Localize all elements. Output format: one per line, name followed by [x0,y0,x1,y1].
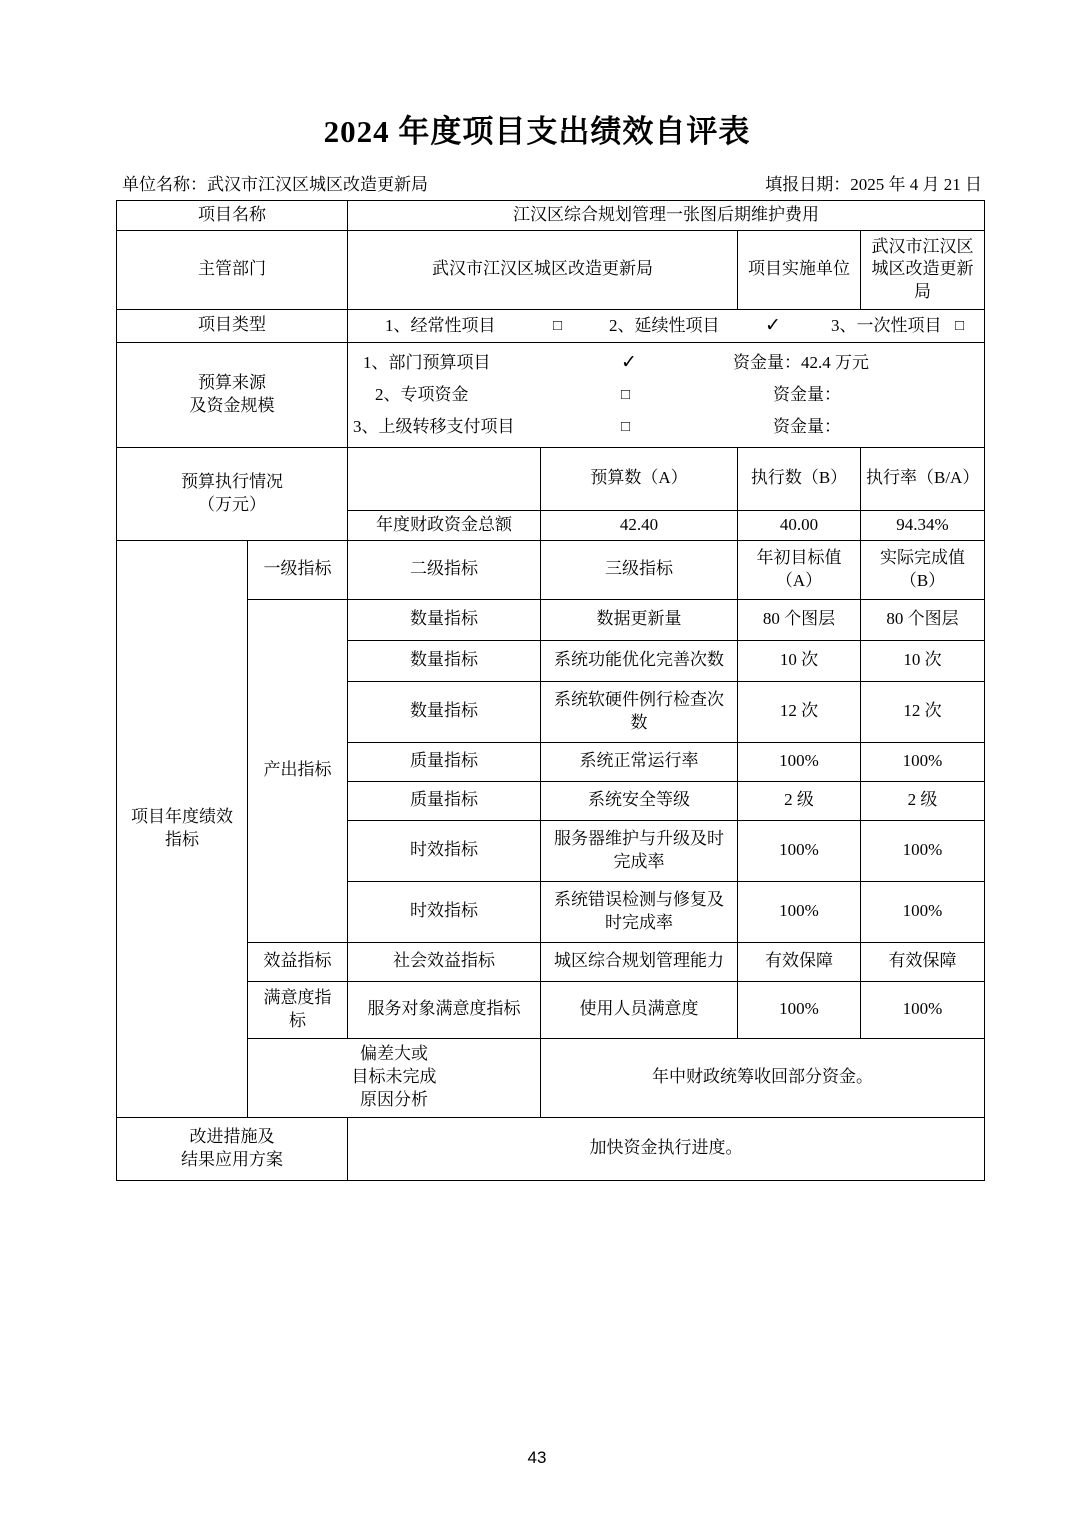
budget-execution-header-rate: 执行率（B/A） [861,447,985,510]
indicator-header-actual-line2: （B） [899,570,946,590]
indicator-target-value: 100% [738,742,861,781]
table-row-budget-source [117,342,985,447]
budget-source-row-3-checkbox[interactable]: □ [621,418,631,435]
department-value: 武汉市江汉区城区改造更新局 [348,230,738,309]
budget-execution-row-executed: 40.00 [738,510,861,540]
indicator-actual-value: 100% [861,981,985,1038]
project-type-option-2-checkbox[interactable]: ✓ [765,314,781,336]
deviation-label-line1: 偏差大或 [360,1044,428,1064]
indicator-level3: 数据更新量 [541,599,738,640]
budget-source-row-3-amount: 资金量： [773,416,841,436]
indicator-level2: 社会效益指标 [348,942,541,981]
indicator-actual-value: 有效保障 [861,942,985,981]
indicator-level1-satisfaction-line1: 满意度指 [263,987,332,1007]
table-row-project-name [117,201,985,231]
indicator-level1-output: 产出指标 [248,599,348,942]
budget-source-row-2-label: 2、专项资金 [375,384,469,404]
project-type-option-3-label: 3、一次性项目 [831,315,942,335]
improvement-value: 加快资金执行进度。 [348,1117,985,1180]
implementation-unit-label: 项目实施单位 [738,230,861,309]
department-label: 主管部门 [117,230,348,309]
budget-source-row-1 [353,347,979,379]
table-row-improvement [117,1117,985,1180]
unit-name-label: 单位名称： [122,175,207,194]
page-number: 43 [527,1448,547,1467]
table-row-benefit [117,942,985,981]
page-title: 2024 年度项目支出绩效自评表 [323,114,751,149]
project-type-option-1-label: 1、经常性项目 [385,315,496,335]
budget-execution-header-budget: 预算数（A） [541,447,738,510]
performance-section-label [117,540,248,1117]
budget-execution-label [117,447,348,540]
indicator-level3: 系统软硬件例行检查次数 [541,681,738,742]
indicator-level3: 系统功能优化完善次数 [541,640,738,681]
indicator-target-value: 12 次 [738,681,861,742]
indicator-level2: 时效指标 [348,820,541,881]
indicator-level3: 系统错误检测与修复及时完成率 [541,881,738,942]
indicator-target-value: 100% [738,820,861,881]
indicator-level3: 城区综合规划管理能力 [541,942,738,981]
project-type-option-1-checkbox[interactable]: □ [553,317,563,334]
indicator-header-target-line2: （A） [775,570,823,590]
budget-execution-header-executed: 执行数（B） [738,447,861,510]
indicator-target-value: 100% [738,881,861,942]
indicator-target-value: 2 级 [738,781,861,820]
indicator-header-target-line1: 年初目标值 [756,547,842,567]
indicator-level1-satisfaction [248,981,348,1038]
indicator-target-value: 10 次 [738,640,861,681]
table-row-satisfaction [117,981,985,1038]
budget-execution-row-name: 年度财政资金总额 [348,510,541,540]
indicator-actual-value: 100% [861,820,985,881]
indicator-actual-value: 100% [861,881,985,942]
performance-evaluation-table [116,200,985,1181]
indicator-actual-value: 10 次 [861,640,985,681]
indicator-header-actual [861,540,985,599]
deviation-label [248,1038,541,1117]
indicator-header-actual-line1: 实际完成值 [880,547,965,567]
deviation-label-line2: 目标未完成 [351,1067,437,1087]
budget-source-row-2 [353,379,979,411]
report-date-value: 2025 年 4 月 21 日 [850,175,982,194]
indicator-level2: 质量指标 [348,781,541,820]
indicator-level3: 服务器维护与升级及时完成率 [541,820,738,881]
budget-source-row-2-amount: 资金量： [773,384,841,404]
table-row-indicator-header [117,540,985,599]
indicator-target-value: 有效保障 [738,942,861,981]
budget-execution-row-rate: 94.34% [861,510,985,540]
budget-source-row-1-label: 1、部门预算项目 [363,352,491,372]
indicator-actual-value: 80 个图层 [861,599,985,640]
budget-execution-row-budget: 42.40 [541,510,738,540]
deviation-label-line3: 原因分析 [360,1090,428,1110]
budget-source-label-line2: 及资金规模 [189,395,275,415]
improvement-label-line1: 改进措施及 [189,1126,275,1146]
indicator-level1-satisfaction-line2: 标 [289,1010,306,1030]
project-type-option-3-checkbox[interactable]: □ [955,317,965,334]
improvement-label [117,1117,348,1180]
report-date-field [765,170,982,195]
budget-execution-label-line1: 预算执行情况 [181,471,283,491]
table-row-deviation [117,1038,985,1117]
indicator-actual-value: 100% [861,742,985,781]
indicator-level1-benefit: 效益指标 [248,942,348,981]
document-meta [122,170,982,194]
project-type-options [348,309,985,342]
table-row-project-type [117,309,985,342]
implementation-unit-value: 武汉市江汉区城区改造更新局 [861,230,985,309]
budget-execution-label-line2: （万元） [198,494,266,514]
indicator-level3: 使用人员满意度 [541,981,738,1038]
unit-name-field [122,170,428,195]
budget-source-row-1-amount: 资金量：42.4 万元 [733,352,869,372]
project-name-value: 江汉区综合规划管理一张图后期维护费用 [348,201,985,231]
project-type-option-2-label: 2、延续性项目 [609,315,720,335]
indicator-actual-value: 12 次 [861,681,985,742]
table-row-output-1 [117,599,985,640]
deviation-value: 年中财政统筹收回部分资金。 [541,1038,985,1117]
indicator-level3: 系统正常运行率 [541,742,738,781]
indicator-level2: 数量指标 [348,599,541,640]
budget-source-row-3 [353,411,979,443]
project-name-label: 项目名称 [117,201,348,231]
indicator-header-level1: 一级指标 [248,540,348,599]
budget-source-row-3-label: 3、上级转移支付项目 [353,416,515,436]
unit-name-value: 武汉市江汉区城区改造更新局 [207,175,428,194]
report-date-label: 填报日期： [765,175,851,194]
indicator-header-level2: 二级指标 [348,540,541,599]
project-type-label: 项目类型 [117,309,348,342]
indicator-actual-value: 2 级 [861,781,985,820]
budget-source-options [348,342,985,447]
indicator-header-target [738,540,861,599]
indicator-header-level3: 三级指标 [541,540,738,599]
budget-source-label-line1: 预算来源 [198,373,266,392]
indicator-target-value: 100% [738,981,861,1038]
indicator-level2: 质量指标 [348,742,541,781]
budget-source-label [117,342,348,447]
performance-section-label-line2: 指标 [165,829,199,849]
table-row-budget-execution-header [117,447,985,510]
budget-source-row-1-checkbox[interactable]: ✓ [621,351,637,373]
table-row-department [117,230,985,309]
indicator-level2: 数量指标 [348,681,541,742]
budget-execution-header-blank [348,447,541,510]
indicator-level2: 数量指标 [348,640,541,681]
improvement-label-line2: 结果应用方案 [181,1149,283,1169]
indicator-level2: 时效指标 [348,881,541,942]
budget-source-row-2-checkbox[interactable]: □ [621,386,631,403]
indicator-target-value: 80 个图层 [738,599,861,640]
indicator-level3: 系统安全等级 [541,781,738,820]
performance-section-label-line1: 项目年度绩效 [131,806,233,826]
indicator-level2: 服务对象满意度指标 [348,981,541,1038]
